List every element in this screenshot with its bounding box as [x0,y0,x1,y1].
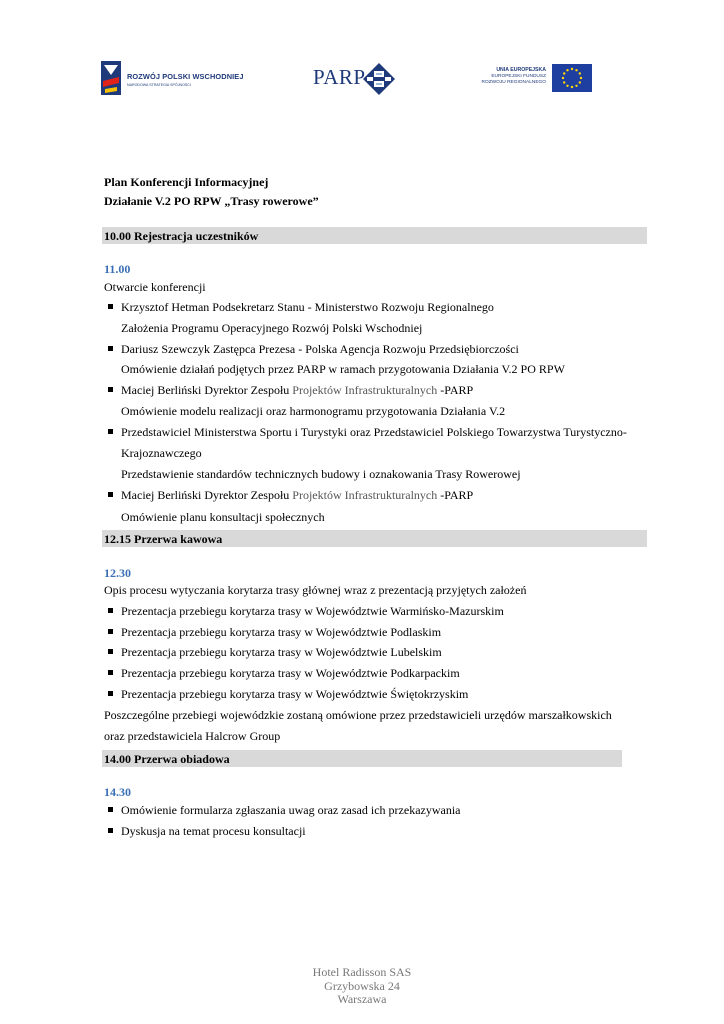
eu-flag-icon [552,64,592,92]
rpw-emblem-icon [101,61,121,95]
bullet-icon [108,807,113,812]
bullet-icon [108,670,113,675]
speaker-topic: Przedstawienie standardów technicznych budowy i oznakowania Trasy Rowerowej [121,467,521,481]
speaker-org: -PARP [437,488,474,502]
section-band-lunch [102,750,622,767]
bullet-icon [108,429,113,434]
unia-europejska-logo [476,64,592,94]
speaker-name: Maciej Berliński Dyrektor Zespołu [121,383,293,397]
coffee-break-heading: 12.15 Przerwa kawowa [104,531,223,546]
bullet-icon [108,649,113,654]
speaker-line: Krzysztof Hetman Podsekretarz Stanu - Ministerstwo Rozwoju Regionalnego [121,300,494,314]
presentation-item: Prezentacja przebiegu korytarza trasy w Województwie Lubelskim [121,645,442,659]
parp-emblem-icon [363,63,395,95]
time-1430: 14.30 [104,785,131,799]
venue-city: Warszawa [337,992,387,1006]
discussion-item: Dyskusja na temat procesu konsultacji [121,824,306,838]
regional-note: Poszczególne przebiegi wojewódzkie zostaną omówione przez przedstawicieli urzędów marszałkowskich [104,708,612,722]
bullet-icon [108,387,113,392]
document-subtitle: Działanie V.2 PO RPW „Trasy rowerowe” [104,194,319,208]
bullet-icon [108,828,113,833]
speaker-unit: Projektów Infrastrukturalnych [292,488,438,502]
ue-line2: EUROPEJSKI FUNDUSZ [491,74,546,79]
time-1100: 11.00 [104,262,131,276]
speaker-topic: Założenia Programu Operacyjnego Rozwój Polski Wschodniej [121,321,423,335]
speaker-line: Dariusz Szewczyk Zastępca Prezesa - Polska Agencja Rozwoju Przedsiębiorczości [121,342,519,356]
ue-line1: UNIA EUROPEJSKA [496,67,546,73]
document-title: Plan Konferencji Informacyjnej [104,175,269,189]
venue-street: Grzybowska 24 [324,978,400,993]
speaker-line: Przedstawiciel Ministerstwa Sportu i Turystyki oraz Przedstawiciel Polskiego Towarzystwa Turystyczno- [121,425,627,439]
speaker-line-justified [121,425,647,439]
parp-label: PARP [313,65,366,89]
presentation-item: Prezentacja przebiegu korytarza trasy w Województwie Świętokrzyskim [121,687,469,701]
venue-name: Hotel Radisson SAS [312,965,412,979]
presentation-item: Prezentacja przebiegu korytarza trasy w Województwie Podlaskim [121,625,442,639]
rpw-title: ROZWÓJ POLSKI WSCHODNIEJ [127,72,244,81]
speaker-topic: Omówienie planu konsultacji społecznych [121,510,325,524]
route-process-intro: Opis procesu wytyczania korytarza trasy głównej wraz z prezentacją przyjętych założeń [104,583,527,597]
speaker-topic: Omówienie działań podjętych przez PARP w ramach przygotowania Działania V.2 PO RPW [121,362,565,376]
lunch-break-heading: 14.00 Przerwa obiadowa [104,751,230,766]
speaker-unit: Projektów Infrastrukturalnych [292,383,438,397]
bullet-icon [108,346,113,351]
venue-footer [0,966,724,1007]
rozwoj-polski-wschodniej-logo [101,61,251,97]
speaker-name: Maciej Berliński Dyrektor Zespołu [121,488,293,502]
section-band-registration [102,227,647,244]
bullet-icon [108,629,113,634]
parp-logo [313,63,397,95]
speaker-line-continued: Krajoznawczego [121,446,202,460]
registration-heading: 10.00 Rejestracja uczestników [104,228,259,243]
presentation-item: Prezentacja przebiegu korytarza trasy w Województwie Warmińsko-Mazurskim [121,604,504,618]
regional-note-continued: oraz przedstawiciela Halcrow Group [104,729,281,743]
bullet-icon [108,304,113,309]
opening-label: Otwarcie konferencji [104,280,206,294]
ue-line3: ROZWOJU REGIONALNEGO [481,80,546,85]
section-band-coffee [102,530,647,547]
speaker-org: -PARP [437,383,474,397]
bullet-icon [108,492,113,497]
presentation-item: Prezentacja przebiegu korytarza trasy w Województwie Podkarpackim [121,666,460,680]
speaker-topic: Omówienie modelu realizacji oraz harmonogramu przygotowania Działania V.2 [121,404,506,418]
discussion-item: Omówienie formularza zgłaszania uwag oraz zasad ich przekazywania [121,803,461,817]
bullet-icon [108,608,113,613]
rpw-subtitle: NARODOWA STRATEGIA SPÓJNOŚCI [127,83,191,87]
time-1230: 12.30 [104,566,131,580]
bullet-icon [108,691,113,696]
